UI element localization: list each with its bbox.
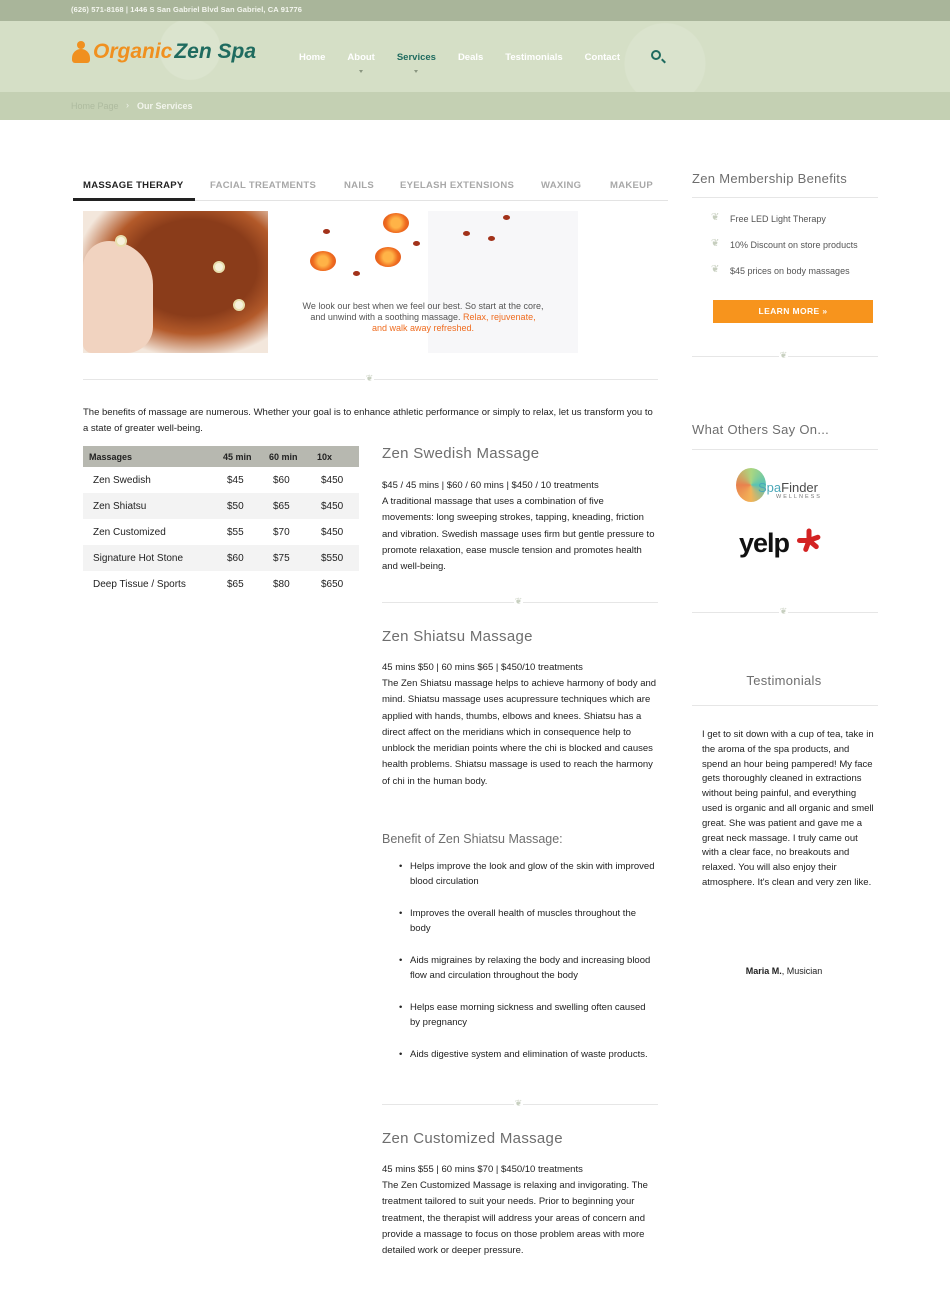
leaf-icon: ❦ <box>514 596 523 606</box>
table-cell: $75 <box>263 545 311 571</box>
chevron-down-icon <box>414 70 418 73</box>
table-cell: $55 <box>227 526 244 538</box>
buddha-icon <box>71 39 91 65</box>
table-cell: $450 <box>321 474 344 486</box>
table-row <box>83 519 359 545</box>
shiatsu-benefits-title: Benefit of Zen Shiatsu Massage: <box>382 832 563 846</box>
leaf-icon: ❦ <box>711 264 720 275</box>
site-logo[interactable] <box>71 37 256 67</box>
list-item: • Helps ease morning sickness and swelling often caused by pregnancy <box>398 1000 658 1030</box>
list-item: ❦ Free LED Light Therapy <box>711 212 826 224</box>
customized-title: Zen Customized Massage <box>382 1130 563 1147</box>
nav-contact[interactable]: Contact <box>584 52 621 63</box>
reviews-title: What Others Say On... <box>692 422 830 437</box>
tab-eyelash-extensions[interactable]: EYELASH EXTENSIONS <box>400 180 515 191</box>
tab-massage-therapy[interactable]: MASSAGE THERAPY <box>83 180 184 191</box>
list-item: • Helps improve the look and glow of the skin with improved blood circulation <box>398 859 658 889</box>
leaf-icon: ❦ <box>779 350 788 360</box>
spafinder-logo[interactable]: SpaFinder WELLNESS <box>734 466 844 506</box>
table-cell: $65 <box>263 493 311 519</box>
leaf-icon: ❦ <box>514 1098 523 1108</box>
customized-price: 45 mins $55 | 60 mins $70 | $450/10 treatments <box>382 1164 583 1175</box>
table-cell: $60 <box>273 474 290 486</box>
list-item: • Aids digestive system and elimination of waste products. <box>398 1047 658 1062</box>
massage-price-table <box>83 446 359 597</box>
list-item: ❦ $45 prices on body massages <box>711 264 850 276</box>
contact-info: (626) 571-8168 | 1446 S San Gabriel Blvd San Gabriel, CA 91776 <box>71 5 303 14</box>
column-header: 45 min <box>217 446 263 467</box>
flower-icon <box>233 299 245 311</box>
candle-icon <box>375 247 401 267</box>
table-cell: Zen Shiatsu <box>83 493 217 519</box>
hero-tagline: We look our best when we feel our best. So start at the core, and unwind with a soothing massage. Relax, rejuvenate, and walk away refreshed. <box>302 301 544 333</box>
table-row <box>83 467 359 493</box>
table-cell: $650 <box>321 578 344 590</box>
breadcrumb-current: Our Services <box>137 101 193 111</box>
petal-icon <box>353 271 360 276</box>
table-cell: $450 <box>321 526 344 538</box>
shiatsu-price: 45 mins $50 | 60 mins $65 | $450/10 treatments <box>382 662 583 673</box>
nav-testimonials[interactable]: Testimonials <box>505 52 563 63</box>
table-cell: $450 <box>311 493 359 519</box>
list-item: • Aids migraines by relaxing the body and increasing blood flow and circulation throughout the body <box>398 953 658 983</box>
petal-icon <box>488 236 495 241</box>
hero-face <box>83 241 153 353</box>
yelp-burst-icon <box>797 524 825 558</box>
section-divider <box>692 449 878 450</box>
nav-home[interactable]: Home <box>299 52 326 63</box>
tab-facial-treatments[interactable]: FACIAL TREATMENTS <box>210 180 317 191</box>
testimonials-title: Testimonials <box>746 673 822 688</box>
column-header: 10x <box>311 446 359 467</box>
swedish-title: Zen Swedish Massage <box>382 445 540 462</box>
active-tab-indicator <box>73 198 195 201</box>
nav-services[interactable]: Services <box>397 52 436 63</box>
main-nav <box>299 52 642 63</box>
yelp-logo[interactable]: yelp <box>739 524 829 566</box>
search-icon[interactable] <box>651 50 661 60</box>
leaf-icon: ❦ <box>711 212 720 223</box>
customized-description: The Zen Customized Massage is relaxing and invigorating. The treatment tailored to suit your needs. Prior to beginning your treatment, the therapist will address your areas of concern and provide a massage to focus on those problem areas with more detailed work or deeper pressure. <box>382 1180 648 1257</box>
tab-nails[interactable]: NAILS <box>344 180 374 191</box>
table-row <box>83 545 359 571</box>
table-cell: $65 <box>227 578 244 590</box>
swedish-description: A traditional massage that uses a combination of five movements: long sweeping strokes, tapping, kneading, friction and vibration. Swedish massage uses firm but gentle pressure to promote relaxation, ease muscle tension and promotes health and well-being. <box>382 496 655 573</box>
tab-makeup[interactable]: MAKEUP <box>610 180 653 191</box>
intro-text: The benefits of massage are numerous. Whether your goal is to enhance athletic performance or simply to relax, let us transform you to a state of greater well-being. <box>83 407 653 434</box>
nav-about[interactable]: About <box>347 52 374 63</box>
flower-icon <box>115 235 127 247</box>
leaf-icon: ❦ <box>711 238 720 249</box>
table-cell: $70 <box>273 526 290 538</box>
table-cell: Signature Hot Stone <box>83 545 217 571</box>
list-item: ❦ 10% Discount on store products <box>711 238 858 250</box>
breadcrumb-separator: › <box>126 100 129 110</box>
petal-icon <box>413 241 420 246</box>
column-header: 60 min <box>263 446 311 467</box>
table-header-row <box>83 446 359 467</box>
shiatsu-benefits-list <box>398 859 658 1079</box>
petal-icon <box>463 231 470 236</box>
flower-icon <box>213 261 225 273</box>
section-divider <box>692 705 878 706</box>
nav-deals[interactable]: Deals <box>457 52 484 63</box>
chevron-down-icon <box>359 70 363 73</box>
top-contact-bar <box>0 0 950 21</box>
table-row <box>83 571 359 597</box>
logo-text-organic: Organic <box>93 40 173 63</box>
table-cell: Zen Swedish <box>93 474 151 486</box>
table-cell: Zen Customized <box>93 526 166 538</box>
table-cell: $60 <box>217 545 263 571</box>
membership-title: Zen Membership Benefits <box>692 171 848 186</box>
leaf-icon: ❦ <box>365 373 374 383</box>
learn-more-button[interactable]: LEARN MORE » <box>713 300 873 323</box>
testimonial-author: Maria M., Musician <box>745 966 823 976</box>
breadcrumb <box>0 92 950 120</box>
shiatsu-description: The Zen Shiatsu massage helps to achieve harmony of body and mind. Shiatsu massage uses acupressure techniques which are applied with hands, thumbs, elbows and knees. Shiatsu has a direct affect on the meridians which in consequence help to unblock the meridian points where the chi is blocked and causes health problems. Shiatsu massage is used to reach the harmony of chi in the human body. <box>382 678 657 787</box>
shiatsu-title: Zen Shiatsu Massage <box>382 628 533 645</box>
column-header: Massages <box>83 446 217 467</box>
membership-benefits-list <box>711 212 858 290</box>
list-item: • Improves the overall health of muscles throughout the body <box>398 906 658 936</box>
table-cell: $50 <box>217 493 263 519</box>
table-cell: $45 <box>227 474 244 486</box>
table-cell: $80 <box>273 578 290 590</box>
candle-icon <box>383 213 409 233</box>
logo-text-zen-spa: Zen Spa <box>174 40 257 63</box>
service-tabs <box>73 170 668 201</box>
candle-icon <box>310 251 336 271</box>
leaf-icon: ❦ <box>779 606 788 616</box>
testimonial-text: I get to sit down with a cup of tea, take in the aroma of the spa products, and spend an hour being pampered! My face gets thoroughly cleaned in extractions without being painful, and everything used is organic and all organic and smell great. She was patient and gave me a great neck massage. I truly came out with a clear face, no breakouts and relaxed. You will also enjoy their atmosphere. It's clean and very zen like. <box>702 729 874 888</box>
petal-icon <box>323 229 330 234</box>
breadcrumb-home[interactable]: Home Page <box>71 101 119 111</box>
table-cell: Deep Tissue / Sports <box>93 578 186 590</box>
tab-waxing[interactable]: WAXING <box>541 180 582 191</box>
table-cell: $550 <box>311 545 359 571</box>
table-row <box>83 493 359 519</box>
swedish-price: $45 / 45 mins | $60 / 60 mins | $450 / 10 treatments <box>382 480 599 491</box>
section-divider <box>692 197 878 198</box>
petal-icon <box>503 215 510 220</box>
site-header <box>0 21 950 92</box>
massage-hero-banner <box>83 211 578 353</box>
